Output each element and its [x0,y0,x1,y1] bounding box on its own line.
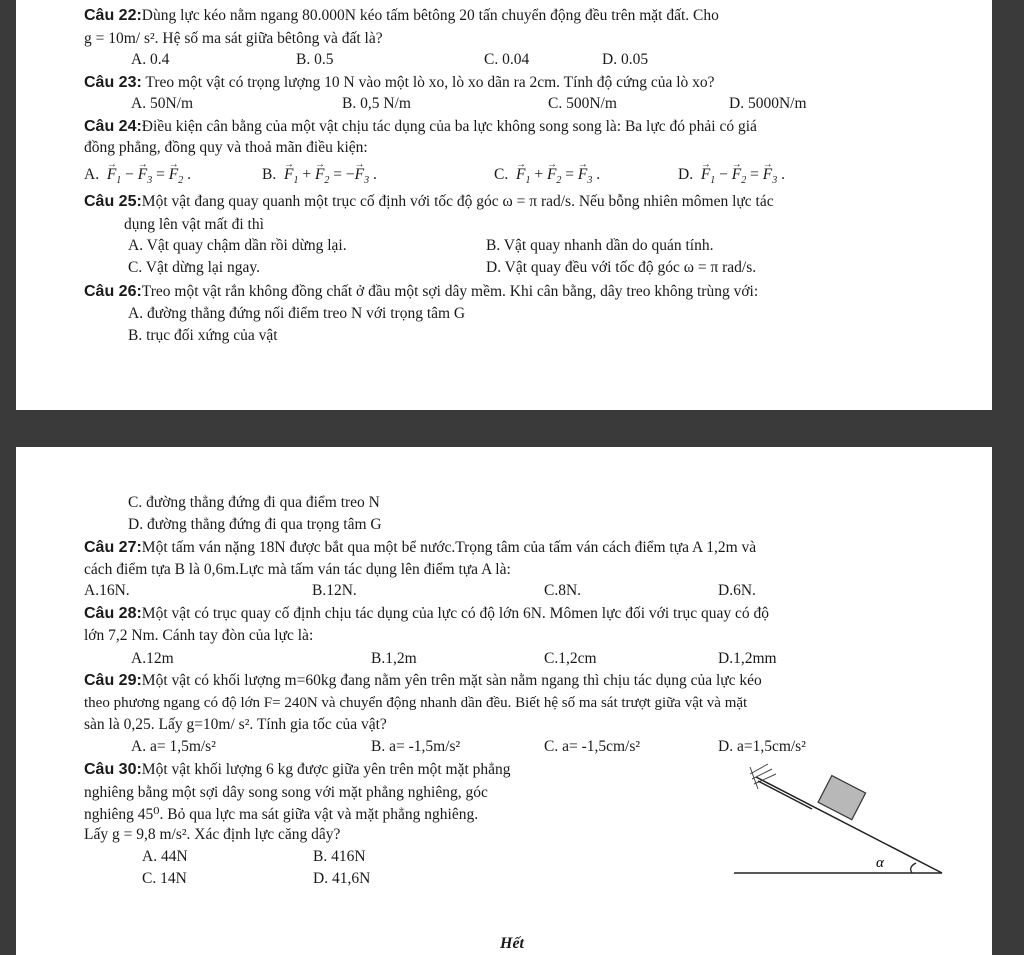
question-text: Một tấm ván nặng 18N được bắt qua một bể nước.Trọng tâm của tấm ván cách điểm tựa A 1,2m và [141,539,757,556]
question-29 [84,671,762,691]
question-text-line: g = 10m/ s². Hệ số ma sát giữa bêtông và đất là? [84,30,383,47]
question-label: Câu 28: [84,605,142,622]
question-text: Một vật khối lượng 6 kg được giữa yên trên một mặt phẳng [141,761,511,778]
question-text-line: cách điểm tựa B là 0,6m.Lực mà tấm ván tác dụng lên điểm tựa A là: [84,561,511,578]
option-a: A. 50N/m [131,95,193,112]
option-a: A. Vật quay chậm dần rồi dừng lại. [128,237,347,254]
question-text-line: nghiêng bằng một sợi dây song song với mặt phẳng nghiêng, góc [84,784,488,801]
exam-page-2 [16,447,992,955]
option-d: D.1,2mm [718,650,777,667]
question-25 [84,192,774,212]
option-b: B.12N. [312,582,357,599]
vector-f3: → $F_3$ [763,166,777,183]
option-a: A.16N. [84,582,130,599]
angle-label: α [876,855,884,871]
option-d: D. 5000N/m [729,95,807,112]
vector-f2: → $F_2$ [315,166,329,183]
question-28 [84,604,769,624]
option-d: D. Vật quay đều với tốc độ góc ω = π rad/s. [486,259,757,276]
question-text: Một vật đang quay quanh một trục cố định với tốc độ góc ω = π rad/s. Nếu bỗng nhiên mômen lực tác [141,193,774,210]
question-24 [84,117,757,137]
option-letter: C. [494,166,509,183]
option-a: A.12m [131,650,174,667]
question-27 [84,538,756,558]
question-label: Câu 24: [84,118,142,135]
question-label: Câu 22: [84,7,142,24]
question-text: Điều kiện cân bằng của một vật chịu tác dụng của ba lực không song song là: Ba lực đó phải có giá [141,118,757,135]
option-letter: A. [84,166,100,183]
question-22 [84,6,719,26]
option-b: B. 0.5 [296,51,334,68]
question-label: Câu 23: [84,74,142,91]
inclined-plane-figure [728,761,954,881]
option-letter: D. [678,166,694,183]
question-26 [84,282,758,302]
option-b: B. trục đối xứng của vật [128,327,278,344]
option-d: D.6N. [718,582,756,599]
question-23 [84,73,715,93]
question-text-line: nghiêng 45⁰. Bỏ qua lực ma sát giữa vật và mặt phẳng nghiêng. [84,806,479,823]
question-label: Câu 27: [84,539,142,556]
option-b: B. → $F_1$ + → $F_2$ = −→ $F_3$ . [262,165,377,191]
question-text-line: dụng lên vật mất đi thì [124,216,264,233]
question-label: Câu 29: [84,672,142,689]
exam-page-1 [16,0,992,410]
vector-f2: → $F_2$ [169,166,183,183]
rope [758,781,812,809]
question-text-line: lớn 7,2 Nm. Cánh tay đòn của lực là: [84,627,314,644]
option-a: A. a= 1,5m/s² [131,738,216,755]
option-c: C. → $F_1$ + → $F_2$ = → $F_3$ . [494,165,600,191]
question-text: Dùng lực kéo nằm ngang 80.000N kéo tấm bêtông 20 tấn chuyển động đều trên mặt đất. Cho [141,7,719,24]
question-text: Một vật có trục quay cố định chịu tác dụng của lực có độ lớn 6N. Mômen lực đối với trục quay có độ [141,605,770,622]
question-label: Câu 25: [84,193,142,210]
option-c: C. 500N/m [548,95,617,112]
option-b: B. Vật quay nhanh dần do quán tính. [486,237,714,254]
vector-f1: → $F_1$ [284,166,298,183]
question-text: Treo một vật rắn không đồng chất ở đầu một sợi dây mềm. Khi cân bằng, dây treo không trùng với: [141,283,759,300]
option-a: A. → $F_1$ − → $F_3$ = → $F_2$ . [84,165,191,191]
option-d: D. a=1,5cm/s² [718,738,806,755]
vector-f1: → $F_1$ [701,166,715,183]
vector-f2: → $F_2$ [547,166,561,183]
vector-f3: → $F_3$ [578,166,592,183]
question-text-line: đồng phẳng, đồng quy và thoả mãn điều kiện: [84,139,368,156]
angle-arc [911,863,916,873]
question-label: Câu 30: [84,761,142,778]
option-b: B.1,2m [371,650,417,667]
option-a: A. 44N [142,848,188,865]
option-b: B. a= -1,5m/s² [371,738,461,755]
question-text-line: sàn là 0,25. Lấy g=10m/ s². Tính gia tốc của vật? [84,716,387,733]
question-30 [84,760,511,780]
option-c: C.8N. [544,582,582,599]
question-text: Treo một vật có trọng lượng 10 N vào một lò xo, lò xo dãn ra 2cm. Tính độ cứng của lò xo? [141,74,715,91]
vector-f3: → $F_3$ [355,166,369,183]
option-a: A. đường thẳng đứng nối điểm treo N với trọng tâm G [128,305,466,322]
option-b: B. 416N [313,848,366,865]
option-c: C. 14N [142,870,187,887]
question-label: Câu 26: [84,283,142,300]
question-text-line: Lấy g = 9,8 m/s². Xác định lực căng dây? [84,826,341,843]
option-c: C. 0.04 [484,51,530,68]
vector-f1: → $F_1$ [107,166,121,183]
footer-end: Hết [500,935,524,952]
option-d: D. 41,6N [313,870,371,887]
option-d: D. 0.05 [602,51,649,68]
option-c: C. đường thẳng đứng đi qua điểm treo N [128,494,380,511]
option-letter: B. [262,166,277,183]
vector-f3: → $F_3$ [138,166,152,183]
option-d: D. đường thẳng đứng đi qua trọng tâm G [128,516,382,533]
question-text: Một vật có khối lượng m=60kg đang nằm yên trên mặt sàn nằm ngang thì chịu tác dụng của lực kéo [141,672,762,689]
option-c: C.1,2cm [544,650,597,667]
vector-f1: → $F_1$ [516,166,530,183]
vector-f2: → $F_2$ [732,166,746,183]
option-d: D. → $F_1$ − → $F_2$ = → $F_3$ . [678,165,785,191]
option-a: A. 0.4 [131,51,170,68]
option-c: C. a= -1,5cm/s² [544,738,641,755]
question-text-line: theo phương ngang có độ lớn F= 240N và chuyển động nhanh dần đều. Biết hệ số ma sát trượt giữa vật và mặt [84,695,748,711]
option-c: C. Vật dừng lại ngay. [128,259,260,276]
option-b: B. 0,5 N/m [342,95,411,112]
